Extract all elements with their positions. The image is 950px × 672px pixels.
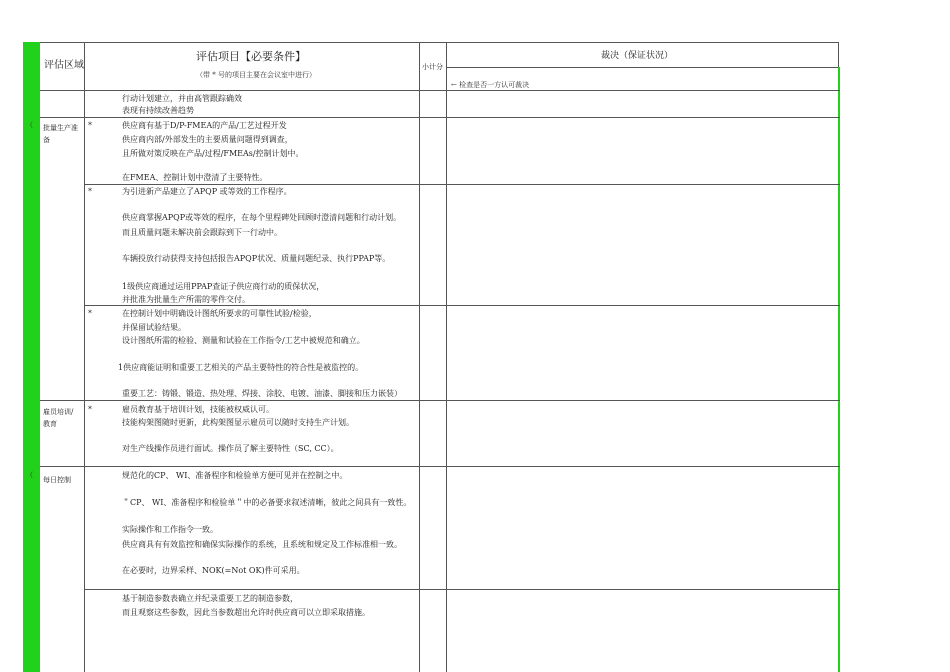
criteria-line: 供应商内部/外部发生的主要质量问题得到调查，: [122, 135, 293, 144]
criteria-line: 1供应商能证明和重要工艺相关的产品主要特性的符合性是被监控的。: [118, 363, 364, 372]
area-marker: （: [26, 121, 33, 129]
criteria-line: 并保留试验结果。: [122, 323, 186, 332]
area-label-production-prep: 批量生产准备: [43, 124, 78, 144]
col-divider-subtotal-left: [419, 42, 420, 672]
row-divider: [84, 184, 840, 185]
criteria-line: 为引进新产品建立了APQP 或等效的工作程序。: [122, 187, 292, 196]
criteria-line: 而且质量问题未解决前会跟踪到下一行动中。: [122, 228, 282, 237]
criteria-line: 在控制计划中明确设计图纸所要求的可靠性试验/检验，: [122, 309, 317, 318]
criteria-line: 1级供应商通过运用PPAP查证子供应商行动的质保状况，: [122, 282, 325, 291]
col-divider-subtotal-right: [446, 42, 447, 672]
criteria-line: 技能构架图随时更新，此构架图显示雇员可以随时支持生产计划。: [122, 418, 354, 427]
row-divider: [40, 117, 840, 118]
criteria-line: 行动计划建立，并由高管跟踪确效: [122, 94, 242, 103]
meeting-room-star: *: [88, 309, 92, 318]
table-top-border: [40, 42, 838, 43]
criteria-line: 规范化的CP、 WI、准备程序和检验单方便可见并在控制之中。: [122, 471, 348, 480]
criteria-line: 对生产线操作员进行面试。操作员了解主要特性（SC, CC）。: [122, 444, 339, 453]
meeting-room-star: *: [88, 187, 92, 196]
area-column-header: 评估区域: [44, 60, 84, 71]
criteria-line: 并批准为批量生产所需的零件交付。: [122, 295, 250, 304]
criteria-line: 供应商具有有效监控和确保实际操作的系统，且系统和规定及工作标准相一致。: [122, 540, 402, 549]
item-column-header: 评估项目【必要条件】: [196, 50, 306, 63]
criteria-line: 雇员教育基于培训计划，技能被权威认可。: [122, 405, 274, 414]
row-divider: [84, 589, 840, 590]
criteria-line: 重要工艺：铸锻、锻造、热处理、焊接、涂胶、电镀、油漆、脚接和压力嵌装）: [122, 389, 402, 398]
criteria-line: 车辆投放行动获得支持包括报告APQP状况、质量问题纪录、执行PPAP等。: [122, 254, 391, 263]
criteria-line: 供应商掌握APQP或等效的程序，在每个里程碑处回顾时澄清问题和行动计划。: [122, 213, 402, 222]
header-divider-right: [446, 67, 838, 68]
area-label-daily-control: 每日控制: [43, 476, 71, 484]
criteria-line: 且所做对策反映在产品/过程/FMEAs/控制计划中。: [122, 149, 304, 158]
left-green-bar: [23, 42, 40, 672]
area-label-personnel: 雇员培训/教育: [43, 408, 74, 428]
row-divider: [40, 400, 840, 401]
header-bottom-border: [40, 90, 840, 91]
criteria-line: 基于制造参数表确立并纪录重要工艺的制造参数，: [122, 594, 298, 603]
criteria-line: 在FMEA、控制计划中澄清了主要特性。: [122, 173, 268, 182]
table-right-border: [838, 42, 839, 67]
criteria-line: 表现有持续改善趋势: [122, 106, 194, 115]
col-divider-area: [84, 42, 85, 672]
row-divider: [40, 466, 840, 467]
meeting-room-star: *: [88, 405, 92, 414]
criteria-line: ＂CP、 WI、准备程序和检验单＂中的必备要求叙述清晰，彼此之间具有一致性。: [122, 498, 412, 507]
right-green-edge: [838, 67, 840, 672]
row-divider: [84, 305, 840, 306]
subtotal-column-header: 小计分: [422, 63, 443, 71]
criteria-line: 而且观察这些参数，因此当参数超出允许时供应商可以立即采取措施。: [122, 608, 370, 617]
criteria-line: 供应商有基于D/P-FMEA的产品/工艺过程开发: [122, 121, 287, 130]
criteria-line: 在必要时，边界采样、NOK(=Not OK)件可采用。: [122, 566, 305, 575]
area-marker: （: [26, 471, 33, 479]
meeting-room-star: *: [88, 121, 92, 130]
verdict-column-note: ← 检查是否一方认可裁决: [451, 81, 530, 89]
verdict-column-header: 裁决（保证状况）: [601, 51, 674, 61]
criteria-line: 设计图纸所需的检验、测量和试验在工作指令/工艺中被规范和确立。: [122, 336, 365, 345]
item-column-note: （带 * 号的项目主要在会议室中进行）: [196, 71, 316, 79]
criteria-line: 实际操作和工作指令一致。: [122, 525, 218, 534]
